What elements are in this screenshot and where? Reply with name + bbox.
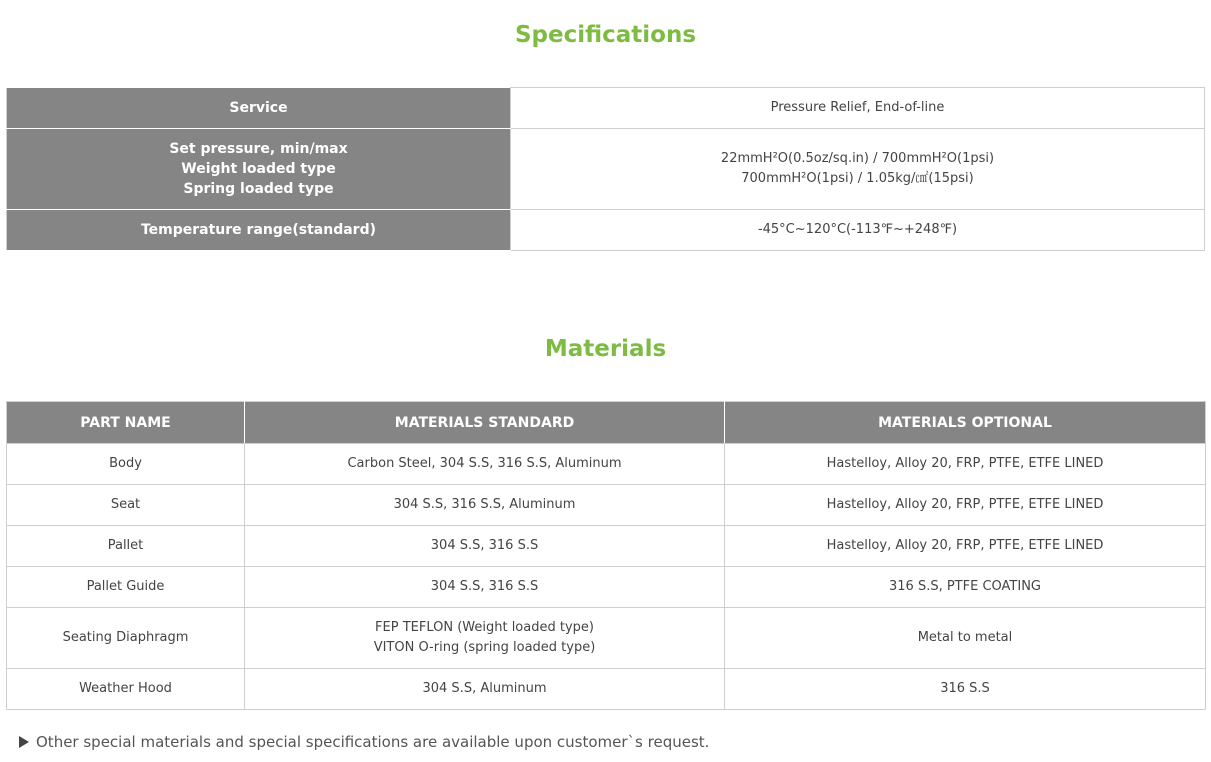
part-name-cell: Weather Hood <box>7 669 245 710</box>
footnote <box>19 732 709 752</box>
standard-material-line: 304 S.S, 316 S.S <box>430 538 539 553</box>
standard-material-line: 304 S.S, 316 S.S <box>430 579 539 594</box>
part-name-cell: Seat <box>7 485 245 526</box>
spec-label-line: Service <box>229 100 288 116</box>
standard-material-cell <box>245 669 725 710</box>
spec-label-temperature <box>7 210 511 251</box>
standard-material-line: 304 S.S, Aluminum <box>422 681 547 696</box>
optional-material-cell: Hastelloy, Alloy 20, FRP, PTFE, ETFE LINED <box>725 444 1206 485</box>
spec-value-service <box>511 88 1205 129</box>
optional-material-cell: Hastelloy, Alloy 20, FRP, PTFE, ETFE LINED <box>725 485 1206 526</box>
spec-label-set-pressure <box>7 129 511 210</box>
spec-value-temperature <box>511 210 1205 251</box>
table-row <box>7 485 1206 526</box>
column-header-materials-optional: MATERIALS OPTIONAL <box>725 402 1206 444</box>
triangle-right-icon <box>19 736 29 748</box>
spec-value-line: 22mmH²O(0.5oz/sq.in) / 700mmH²O(1psi) <box>720 151 995 166</box>
table-header-row <box>7 402 1206 444</box>
part-name-cell: Seating Diaphragm <box>7 608 245 669</box>
table-row <box>7 526 1206 567</box>
specifications-table <box>6 87 1205 251</box>
spec-value-set-pressure <box>511 129 1205 210</box>
spec-label-line: Weight loaded type <box>181 161 336 177</box>
optional-material-cell: 316 S.S <box>725 669 1206 710</box>
table-row <box>7 88 1205 129</box>
standard-material-line: FEP TEFLON (Weight loaded type) <box>375 620 594 635</box>
footnote-text: Other special materials and special specifications are available upon customer`s request. <box>36 733 710 751</box>
table-row <box>7 669 1206 710</box>
spec-label-service <box>7 88 511 129</box>
standard-material-cell <box>245 567 725 608</box>
column-header-materials-standard: MATERIALS STANDARD <box>245 402 725 444</box>
part-name-cell: Pallet Guide <box>7 567 245 608</box>
spec-value-line: -45°C~120°C(-113℉~+248℉) <box>757 222 958 237</box>
standard-material-cell <box>245 608 725 669</box>
table-row <box>7 567 1206 608</box>
optional-material-cell: 316 S.S, PTFE COATING <box>725 567 1206 608</box>
spec-value-line: 700mmH²O(1psi) / 1.05kg/㎠(15psi) <box>741 171 974 186</box>
spec-label-line: Set pressure, min/max <box>169 141 348 157</box>
part-name-cell: Pallet <box>7 526 245 567</box>
standard-material-line: VITON O-ring (spring loaded type) <box>373 640 596 655</box>
part-name-cell: Body <box>7 444 245 485</box>
standard-material-cell <box>245 444 725 485</box>
specifications-title: Specifications <box>514 22 697 48</box>
materials-table <box>6 401 1206 710</box>
standard-material-line: 304 S.S, 316 S.S, Aluminum <box>393 497 576 512</box>
spec-label-line: Spring loaded type <box>183 181 334 197</box>
spec-value-line: Pressure Relief, End-of-line <box>770 100 945 115</box>
column-header-part-name: PART NAME <box>7 402 245 444</box>
optional-material-cell: Metal to metal <box>725 608 1206 669</box>
optional-material-cell: Hastelloy, Alloy 20, FRP, PTFE, ETFE LINED <box>725 526 1206 567</box>
standard-material-cell <box>245 485 725 526</box>
spec-label-line: Temperature range(standard) <box>140 222 377 238</box>
materials-title: Materials <box>544 336 667 362</box>
table-row <box>7 444 1206 485</box>
standard-material-line: Carbon Steel, 304 S.S, 316 S.S, Aluminum <box>347 456 622 471</box>
table-row <box>7 210 1205 251</box>
table-row <box>7 608 1206 669</box>
standard-material-cell <box>245 526 725 567</box>
table-row <box>7 129 1205 210</box>
